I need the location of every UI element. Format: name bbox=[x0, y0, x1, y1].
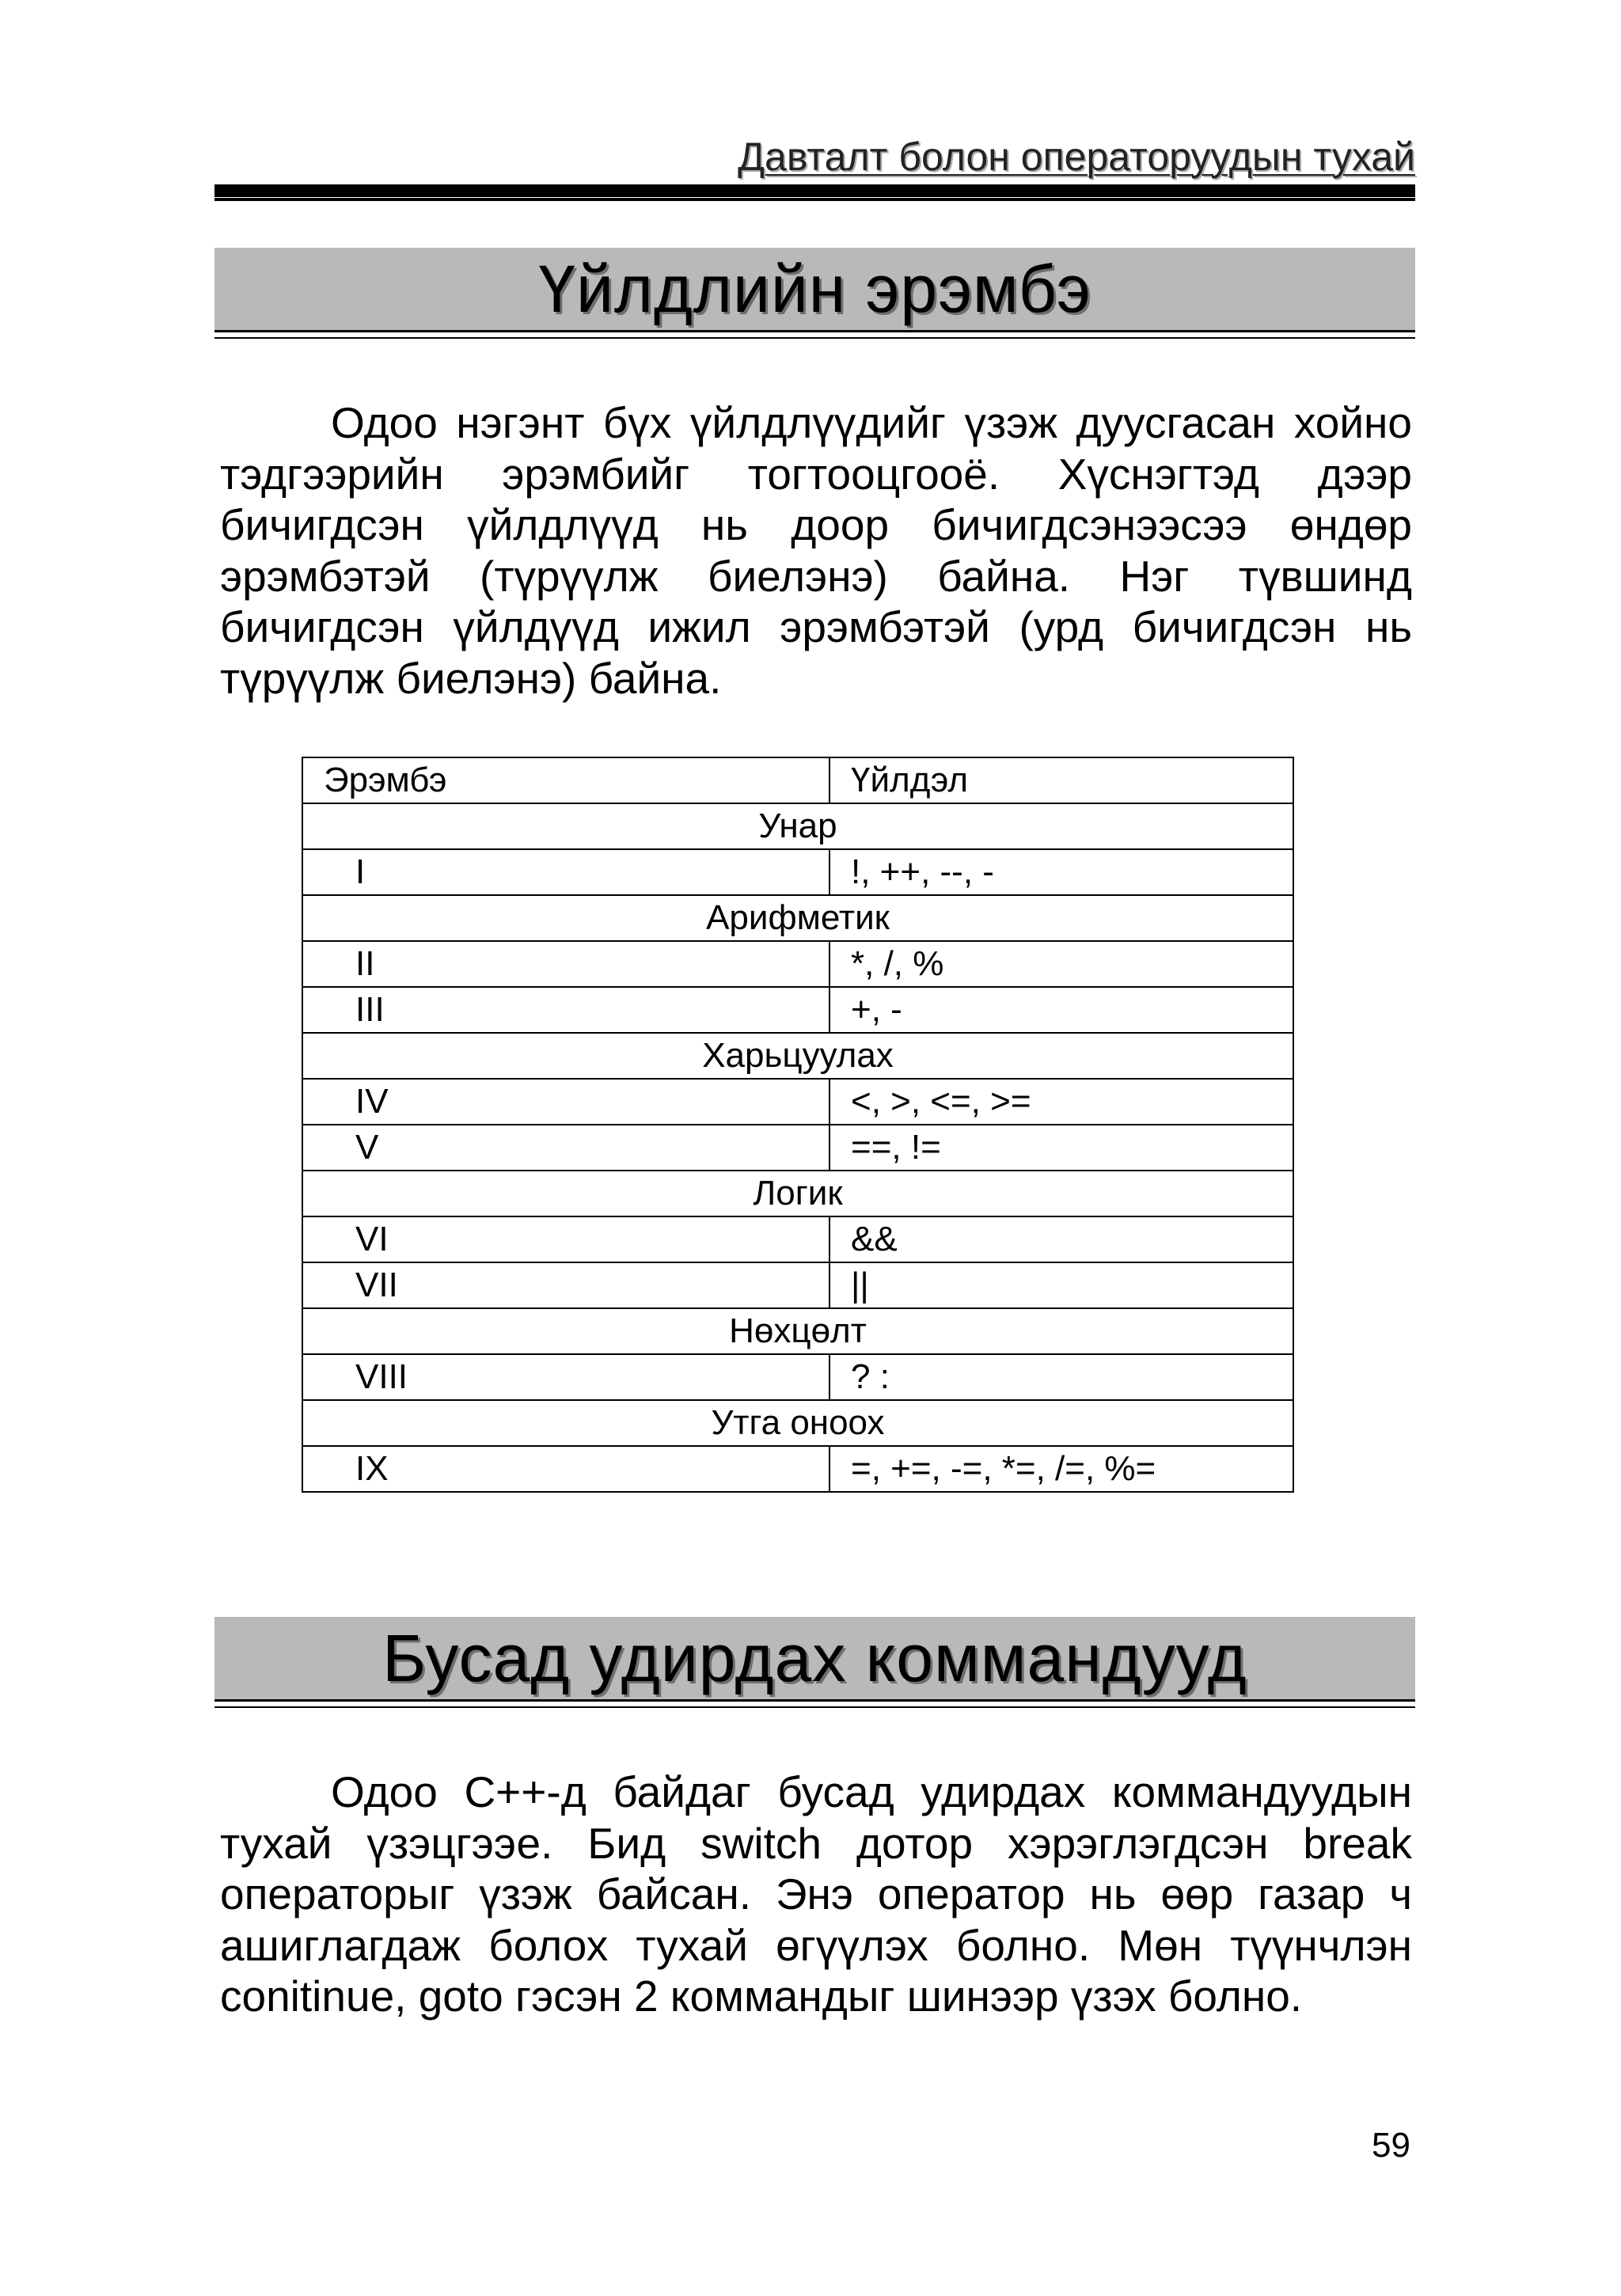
precedence-level: VIII bbox=[302, 1354, 829, 1400]
group-label: Харьцуулах bbox=[302, 1033, 1293, 1079]
section-banner-precedence bbox=[214, 248, 1415, 332]
table-row bbox=[302, 1446, 1293, 1492]
table-row bbox=[302, 849, 1293, 895]
table-group-row bbox=[302, 1308, 1293, 1354]
table-group-row bbox=[302, 1171, 1293, 1216]
group-label: Утга оноох bbox=[302, 1400, 1293, 1446]
section-title: Үйлдлийн эрэмбэ bbox=[538, 251, 1091, 326]
header-rule-thin bbox=[214, 198, 1415, 201]
precedence-table bbox=[302, 757, 1294, 1493]
header-rule bbox=[214, 184, 1415, 197]
precedence-level: I bbox=[302, 849, 829, 895]
table-row bbox=[302, 1262, 1293, 1308]
precedence-level: III bbox=[302, 987, 829, 1033]
running-header: Давталт болон операторуудын тухай bbox=[738, 135, 1415, 179]
paragraph-text: Одоо C++-д байдаг бусад удирдах коммандуудын тухай үзэцгээе. Бид switch дотор хэрэглэгдсэн break операторыг үзэж байсан. Энэ оператор нь өөр газар ч ашиглагдаж болох тухай өгүүлэх болно. Мөн түүнчлэн conitinue, goto гэсэн 2 коммандыг шинээр үзэх болно. bbox=[220, 1767, 1412, 2021]
table-row bbox=[302, 1354, 1293, 1400]
table-group-row bbox=[302, 895, 1293, 941]
operators: ==, != bbox=[829, 1125, 1293, 1171]
intro-paragraph bbox=[220, 397, 1412, 704]
operators: ? : bbox=[829, 1354, 1293, 1400]
table-row bbox=[302, 987, 1293, 1033]
precedence-level: V bbox=[302, 1125, 829, 1171]
operators: && bbox=[829, 1216, 1293, 1262]
group-label: Логик bbox=[302, 1171, 1293, 1216]
operators: *, /, % bbox=[829, 941, 1293, 987]
operators: || bbox=[829, 1262, 1293, 1308]
table-group-row bbox=[302, 1033, 1293, 1079]
operators: <, >, <=, >= bbox=[829, 1079, 1293, 1125]
precedence-level: VI bbox=[302, 1216, 829, 1262]
section-banner-other-commands bbox=[214, 1617, 1415, 1702]
page-number: 59 bbox=[1372, 2126, 1410, 2165]
table-row bbox=[302, 1216, 1293, 1262]
table-group-row bbox=[302, 803, 1293, 849]
precedence-level: II bbox=[302, 941, 829, 987]
precedence-level: IV bbox=[302, 1079, 829, 1125]
group-label: Арифметик bbox=[302, 895, 1293, 941]
table-row bbox=[302, 941, 1293, 987]
table-row bbox=[302, 1125, 1293, 1171]
paragraph-text: Одоо нэгэнт бүх үйлдлүүдийг үзэж дуусгасан хойно тэдгээрийн эрэмбийг тогтооцгооё. Хүснэгтэд дээр бичигдсэн үйлдлүүд нь доор бичигдсэнээсээ өндөр эрэмбэтэй (түрүүлж биелэнэ) байна. Нэг түвшинд бичигдсэн үйлдүүд ижил эрэмбэтэй (урд бичигдсэн нь түрүүлж биелэнэ) байна. bbox=[220, 398, 1412, 703]
group-label: Нөхцөлт bbox=[302, 1308, 1293, 1354]
section-title: Бусад удирдах коммандууд bbox=[382, 1620, 1247, 1695]
commands-paragraph bbox=[220, 1767, 1412, 2022]
table-header-row bbox=[302, 757, 1293, 803]
table-row bbox=[302, 1079, 1293, 1125]
table-group-row bbox=[302, 1400, 1293, 1446]
column-header-rank: Эрэмбэ bbox=[302, 757, 829, 803]
column-header-operation: Үйлдэл bbox=[829, 757, 1293, 803]
group-label: Унар bbox=[302, 803, 1293, 849]
operators: !, ++, --, - bbox=[829, 849, 1293, 895]
operators: +, - bbox=[829, 987, 1293, 1033]
operators: =, +=, -=, *=, /=, %= bbox=[829, 1446, 1293, 1492]
precedence-level: IX bbox=[302, 1446, 829, 1492]
precedence-level: VII bbox=[302, 1262, 829, 1308]
